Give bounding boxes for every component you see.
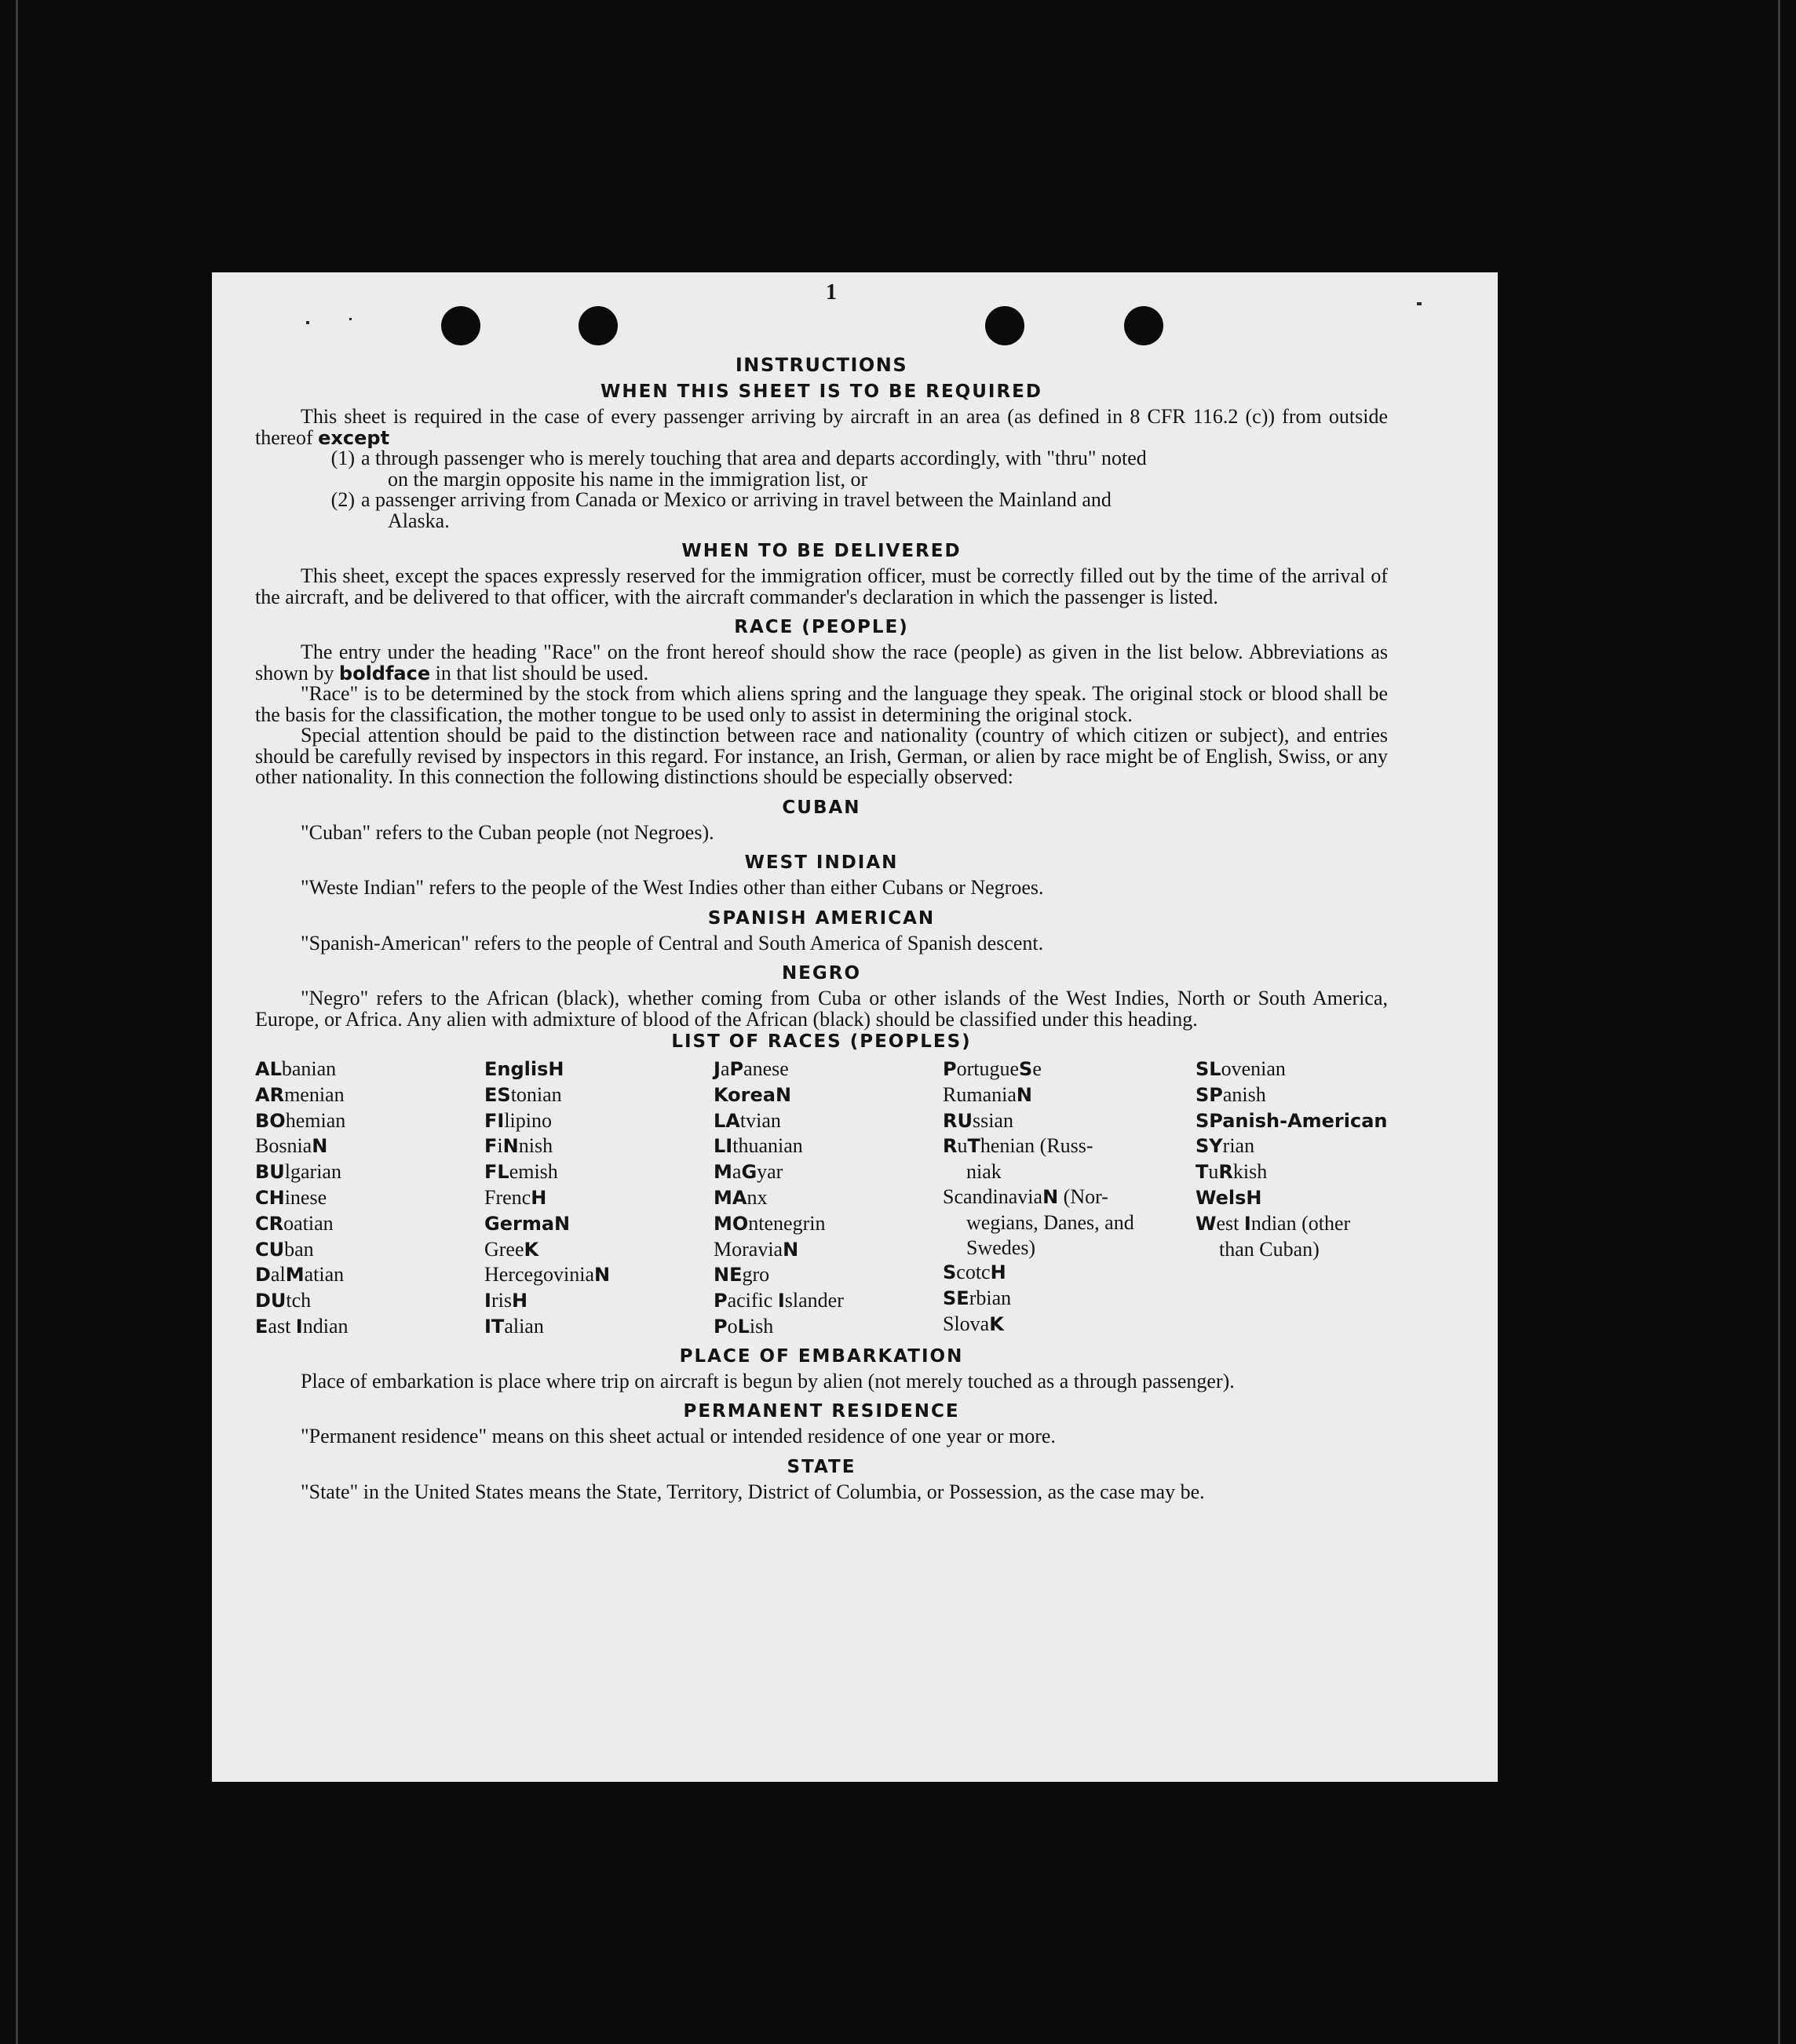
race-abbrev-bold: H (548, 1058, 564, 1080)
race-name-part: e (1032, 1057, 1042, 1080)
cuban-text: "Cuban" refers to the Cuban people (not Negroes). (301, 820, 714, 844)
race-abbrev-bold: D (255, 1264, 271, 1287)
punch-hole (1124, 306, 1163, 345)
race-abbrev-bold: H (1246, 1186, 1262, 1209)
race-entry (1196, 1057, 1388, 1082)
race-entry (943, 1057, 1196, 1082)
race-abbrev-bold: S (1019, 1058, 1033, 1080)
race-entry-text (255, 1212, 334, 1235)
race-entry (714, 1057, 943, 1082)
race-entry (484, 1211, 714, 1237)
item-text-line: a passenger arriving from Canada or Mexico or arriving in travel between the Mainland and (361, 488, 1112, 511)
race-entry (255, 1185, 484, 1211)
race-p1-bold: boldface (338, 662, 431, 684)
race-abbrev-bold: anish-American (1222, 1109, 1388, 1132)
west-indian-text: "Weste Indian" refers to the people of the West Indies other than either Cubans or Negroes. (301, 876, 1044, 899)
race-name-part: anese (743, 1057, 789, 1080)
race-entry-text (1196, 1212, 1350, 1235)
race-name-part: rian (1222, 1134, 1255, 1158)
race-entry (1196, 1211, 1388, 1262)
race-entry-text (484, 1186, 546, 1209)
race-name-part: a (720, 1057, 730, 1080)
race-abbrev-bold: I (777, 1290, 785, 1312)
race-entry (714, 1314, 943, 1340)
race-abbrev-bold: SP (1196, 1083, 1223, 1106)
race-entry-text (943, 1083, 1032, 1106)
heading-when-required: WHEN THIS SHEET IS TO BE REQUIRED (600, 381, 1042, 402)
race-name-part: ssian (972, 1108, 1013, 1132)
race-column (1196, 1057, 1388, 1340)
race-entry-text (255, 1238, 314, 1261)
item-text (361, 448, 1388, 490)
race-name-part: ast (268, 1314, 296, 1338)
race-entry (255, 1057, 484, 1082)
race-name-part: Frenc (484, 1185, 531, 1209)
race-abbrev-bold: H (990, 1261, 1006, 1284)
heading-cuban: CUBAN (782, 797, 861, 818)
race-abbrev-bold: S (943, 1261, 957, 1284)
heading-embarkation: PLACE OF EMBARKATION (679, 1345, 964, 1367)
race-entry (943, 1184, 1196, 1260)
race-name-part: emish (509, 1160, 558, 1184)
race-abbrev-bold: P (729, 1058, 744, 1080)
page-title: INSTRUCTIONS (735, 354, 908, 376)
race-entry (943, 1133, 1196, 1184)
race-name-part: ish (749, 1314, 774, 1338)
when-required-intro (255, 407, 1388, 448)
race-entry-text (255, 1083, 345, 1106)
race-name-part: ndian (other (1250, 1211, 1351, 1235)
intro-text: This sheet is required in the case of every passenger arriving by aircraft in an area (as defined in 8 CFR 116.2 (c)) from outside thereof (255, 405, 1388, 449)
race-entry (714, 1159, 943, 1185)
item-text-cont: Alaska. (388, 509, 450, 532)
punch-hole (441, 306, 480, 345)
item-number: (2) (330, 488, 355, 511)
race-entry (484, 1108, 714, 1134)
race-entry-text (255, 1134, 327, 1157)
race-abbrev-bold: P (943, 1058, 957, 1080)
race-abbrev-bold: N (1042, 1185, 1059, 1208)
item-text (361, 490, 1388, 531)
race-entry (714, 1288, 943, 1314)
race-entry-text (484, 1289, 527, 1312)
race-name-part: tvian (739, 1108, 781, 1132)
race-entry-text (1196, 1186, 1262, 1209)
race-name-part: o (727, 1314, 738, 1338)
race-entry-text (714, 1315, 773, 1338)
race-name-part: ntenegrin (748, 1211, 826, 1235)
race-entry-text (484, 1160, 558, 1183)
exception-item-2 (255, 490, 1388, 531)
heading-when-delivered: WHEN TO BE DELIVERED (681, 541, 962, 561)
race-entry (484, 1288, 714, 1314)
heading-west-indian: WEST INDIAN (744, 852, 899, 873)
race-entry (1196, 1185, 1388, 1211)
race-entry-text (484, 1263, 610, 1286)
race-abbrev-bold: CH (255, 1186, 285, 1209)
race-abbrev-bold: L (737, 1315, 750, 1338)
race-entry-text (714, 1238, 798, 1261)
race-entry-text (484, 1212, 570, 1235)
race-entry-text (714, 1109, 781, 1132)
race-name-part: (Nor- (1058, 1184, 1108, 1208)
state-text: "State" in the United States means the State, Territory, District of Columbia, or Possession, as the case may be. (301, 1480, 1205, 1503)
race-name-part: Slova (943, 1312, 990, 1335)
race-entry (255, 1108, 484, 1134)
race-abbrev-bold: H (531, 1186, 547, 1209)
race-paragraph-1 (255, 642, 1388, 684)
race-name-part: henian (Russ- (980, 1134, 1093, 1158)
race-entry (484, 1262, 714, 1288)
race-abbrev-bold: K (524, 1238, 539, 1261)
race-entry-text (714, 1134, 803, 1157)
race-name-part: menian (284, 1082, 345, 1106)
race-name-part: ris (491, 1289, 512, 1312)
race-entry (255, 1211, 484, 1237)
race-paragraph-3: Special attention should be paid to the distinction between race and nationality (country of which citizen or subject), and entries should be carefully revised by inspectors in this regard. For instance, an Irish, German, or alien by race might be of English, Swiss, or any other nationality. In this connection the following distinctions should be especially observed: (255, 724, 1388, 788)
race-entry-text (943, 1057, 1042, 1080)
race-abbrev-bold: Wels (1196, 1186, 1247, 1209)
race-entry-text (255, 1289, 311, 1312)
race-p1-start: The entry under the heading "Race" on the front hereof should show the race (people) as given in the list below. Abbreviations as shown by (255, 641, 1388, 684)
heading-permanent-residence: PERMANENT RESIDENCE (683, 1401, 960, 1422)
race-name-part: yar (757, 1160, 783, 1184)
race-name-part: est (1216, 1211, 1244, 1235)
race-column (714, 1057, 943, 1340)
race-abbrev-bold: R (943, 1135, 958, 1158)
race-abbrev-bold: BO (255, 1109, 286, 1132)
race-entry-text (484, 1109, 552, 1132)
race-name-part: acific (727, 1289, 778, 1312)
race-entry-cont: than Cuban) (1219, 1237, 1320, 1261)
race-abbrev-bold: M (285, 1264, 305, 1287)
race-abbrev-bold: CR (255, 1212, 284, 1235)
race-abbrev-bold: CU (255, 1238, 285, 1261)
race-abbrev-bold: N (775, 1083, 792, 1106)
race-name-part: oatian (283, 1211, 334, 1235)
race-entry-text (714, 1263, 769, 1286)
race-name-part: ndian (302, 1314, 349, 1338)
race-abbrev-bold: T (1196, 1161, 1209, 1184)
frame-edge-left (16, 0, 18, 2044)
race-entry-text (714, 1057, 789, 1080)
race-abbrev-bold: LI (714, 1135, 733, 1158)
race-entry (1196, 1159, 1388, 1185)
race-abbrev-bold: P (714, 1290, 728, 1312)
race-entry-text (943, 1134, 1093, 1157)
race-name-part: nish (518, 1134, 553, 1158)
race-name-part: Hercegovinia (484, 1263, 595, 1287)
race-entry (714, 1211, 943, 1237)
race-entry (714, 1082, 943, 1108)
race-name-part: anish (1222, 1082, 1266, 1106)
race-entry (484, 1082, 714, 1108)
sheet-content (255, 353, 1388, 1502)
race-name-part: atian (304, 1263, 345, 1287)
race-name-part: Moravia (714, 1237, 783, 1261)
race-entry-cont: niak (966, 1160, 1002, 1184)
race-entry (484, 1159, 714, 1185)
race-entry (943, 1312, 1196, 1338)
race-abbrev-bold: DU (255, 1290, 287, 1312)
race-name-part: tonian (510, 1082, 562, 1106)
race-entry-text (1196, 1083, 1266, 1106)
race-name-part: lgarian (284, 1160, 341, 1184)
race-abbrev-bold: M (714, 1161, 732, 1184)
race-entry-text (943, 1185, 1108, 1208)
race-abbrev-bold: N (554, 1212, 571, 1235)
race-abbrev-bold: H (511, 1290, 528, 1312)
heading-spanish-american: SPANISH AMERICAN (707, 907, 936, 929)
race-abbrev-bold: N (1016, 1083, 1032, 1106)
race-entry-text (255, 1109, 345, 1132)
item-text-cont: on the margin opposite his name in the immigration list, or (388, 467, 868, 491)
race-name-part: Scandinavia (943, 1184, 1043, 1208)
race-name-part: u (957, 1134, 968, 1158)
race-abbrev-bold: N (312, 1135, 328, 1158)
race-list (255, 1057, 1388, 1340)
negro-text: "Negro" refers to the African (black), whether coming from Cuba or other islands of the West Indies, North or South America, Europe, or Africa. Any alien with admixture of blood of the African (black) should be classified under this heading. (255, 987, 1388, 1031)
race-entry-text (255, 1160, 341, 1183)
heading-negro: NEGRO (781, 963, 862, 984)
race-name-part: kish (1232, 1160, 1268, 1184)
race-entry (943, 1082, 1196, 1108)
race-entry-text (714, 1186, 767, 1209)
race-entry-cont: wegians, Danes, and Swedes) (966, 1210, 1134, 1259)
race-abbrev-bold: N (783, 1238, 799, 1261)
race-entry-text (714, 1212, 825, 1235)
race-entry-text (484, 1057, 564, 1080)
spanish-american-text: "Spanish-American" refers to the people of Central and South America of Spanish descent. (301, 931, 1044, 954)
race-name-part: lipino (504, 1108, 552, 1132)
page-number: 1 (826, 280, 837, 305)
race-name-part: tch (286, 1289, 312, 1312)
race-entry (255, 1262, 484, 1288)
race-name-part: hemian (285, 1108, 346, 1132)
race-abbrev-bold: J (714, 1058, 721, 1080)
race-abbrev-bold: N (502, 1135, 519, 1158)
item-text-line: a through passenger who is merely touching that area and departs accordingly, with "thru" noted (361, 447, 1147, 469)
race-entry (714, 1133, 943, 1159)
race-entry-text (943, 1312, 1004, 1335)
race-entry-text (255, 1263, 344, 1286)
instruction-sheet (212, 272, 1498, 1782)
punch-hole (579, 306, 618, 345)
race-entry-text (943, 1287, 1011, 1309)
race-abbrev-bold: F (484, 1135, 498, 1158)
race-entry-text (255, 1315, 349, 1338)
race-entry-text (484, 1134, 553, 1157)
race-abbrev-bold: Germa (484, 1212, 555, 1235)
race-entry (255, 1082, 484, 1108)
race-entry-text (484, 1315, 544, 1338)
race-entry (255, 1288, 484, 1314)
race-name-part: Bosnia (255, 1134, 312, 1158)
race-abbrev-bold: IT (484, 1315, 505, 1338)
speck (349, 318, 352, 320)
race-abbrev-bold: K (989, 1312, 1004, 1335)
residence-text: "Permanent residence" means on this sheet actual or intended residence of one year or more. (301, 1425, 1056, 1448)
race-entry (255, 1237, 484, 1263)
race-name-part: slander (784, 1289, 844, 1312)
race-entry (484, 1237, 714, 1263)
race-abbrev-bold: NE (714, 1264, 743, 1287)
race-entry-text (1196, 1134, 1254, 1157)
race-name-part: nx (747, 1185, 768, 1209)
race-name-part: rbian (969, 1287, 1012, 1310)
exception-item-1 (255, 448, 1388, 490)
heading-race: RACE (PEOPLE) (734, 617, 909, 637)
heading-list-of-races: LIST OF RACES (PEOPLES) (671, 1031, 972, 1052)
race-name-part: inese (284, 1185, 327, 1209)
race-abbrev-bold: FL (484, 1161, 509, 1184)
race-abbrev-bold: I (295, 1315, 303, 1338)
race-entry-text (714, 1160, 783, 1183)
race-entry-text (255, 1186, 327, 1209)
race-entry (255, 1159, 484, 1185)
race-entry (484, 1057, 714, 1082)
intro-bold: except (318, 426, 390, 449)
race-abbrev-bold: ES (484, 1083, 511, 1106)
punch-hole (985, 306, 1024, 345)
race-entry (484, 1185, 714, 1211)
race-entry (714, 1108, 943, 1134)
race-abbrev-bold: FI (484, 1109, 505, 1132)
race-abbrev-bold: I (1243, 1212, 1251, 1235)
race-abbrev-bold: AL (255, 1058, 282, 1080)
race-name-part: ovenian (1221, 1057, 1286, 1080)
race-entry-text (714, 1083, 791, 1106)
race-entry-text (1196, 1109, 1388, 1132)
race-name-part: al (270, 1263, 286, 1287)
race-entry (943, 1286, 1196, 1312)
race-abbrev-bold: SE (943, 1287, 969, 1310)
heading-state: STATE (787, 1456, 856, 1477)
when-delivered-text: This sheet, except the spaces expressly reserved for the immigration officer, must be correctly filled out by the time of the arrival of the aircraft, and be delivered to that officer, with the aircraft commander's declaration in which the passenger is listed. (255, 564, 1388, 608)
race-name-part: thuanian (732, 1134, 803, 1158)
race-entry-text (943, 1109, 1013, 1132)
race-entry-text (255, 1057, 336, 1080)
race-name-part: ban (284, 1237, 314, 1261)
race-name-part: Rumania (943, 1082, 1017, 1106)
race-entry (714, 1237, 943, 1263)
race-paragraph-2: "Race" is to be determined by the stock from which aliens spring and the language they speak. The original stock or blood shall be the basis for the classification, the mother tongue to be used only to assist in determining the original stock. (255, 682, 1388, 726)
race-entry (943, 1260, 1196, 1286)
race-name-part: gro (742, 1263, 770, 1287)
race-name-part: u (1208, 1160, 1219, 1184)
race-entry-text (484, 1238, 538, 1261)
race-entry (714, 1262, 943, 1288)
race-abbrev-bold: N (594, 1264, 611, 1287)
race-abbrev-bold: G (741, 1161, 757, 1184)
race-name-part: cotc (956, 1261, 991, 1284)
race-abbrev-bold: R (1218, 1161, 1233, 1184)
race-abbrev-bold: RU (943, 1109, 973, 1132)
race-name-part: i (497, 1134, 503, 1158)
race-entry (1196, 1108, 1388, 1134)
race-entry (943, 1108, 1196, 1134)
race-abbrev-bold: Englis (484, 1058, 549, 1080)
race-abbrev-bold: Korea (714, 1083, 776, 1106)
race-name-part: ortugue (956, 1057, 1020, 1080)
frame-edge-right (1778, 0, 1780, 2044)
speck (306, 321, 309, 324)
race-column (484, 1057, 714, 1340)
race-abbrev-bold: MA (714, 1186, 747, 1209)
race-entry (714, 1185, 943, 1211)
race-entry (1196, 1133, 1388, 1159)
race-abbrev-bold: I (484, 1290, 491, 1312)
race-entry-text (943, 1261, 1006, 1283)
race-abbrev-bold: E (255, 1315, 268, 1338)
race-abbrev-bold: AR (255, 1083, 285, 1106)
race-entry (1196, 1082, 1388, 1108)
race-abbrev-bold: LA (714, 1109, 740, 1132)
race-entry-text (1196, 1160, 1267, 1183)
race-name-part: banian (281, 1057, 337, 1080)
race-column (255, 1057, 484, 1340)
race-abbrev-bold: BU (255, 1161, 285, 1184)
race-entry (484, 1133, 714, 1159)
race-name-part: alian (504, 1314, 544, 1338)
race-entry (255, 1133, 484, 1159)
race-entry-text (1196, 1057, 1286, 1080)
race-abbrev-bold: SP (1196, 1109, 1223, 1132)
race-abbrev-bold: T (967, 1135, 980, 1158)
race-entry-text (714, 1289, 844, 1312)
race-entry-text (484, 1083, 562, 1106)
race-p1-end: in that list should be used. (435, 661, 649, 684)
race-entry (255, 1314, 484, 1340)
race-name-part: a (732, 1160, 742, 1184)
race-name-part: Gree (484, 1237, 524, 1261)
item-number: (1) (330, 447, 355, 469)
race-abbrev-bold: W (1196, 1212, 1217, 1235)
race-abbrev-bold: SL (1196, 1058, 1221, 1080)
race-abbrev-bold: P (714, 1315, 728, 1338)
race-column (943, 1057, 1196, 1340)
speck (1417, 302, 1422, 305)
race-abbrev-bold: MO (714, 1212, 749, 1235)
race-abbrev-bold: SY (1196, 1135, 1223, 1158)
race-entry (484, 1314, 714, 1340)
embarkation-text: Place of embarkation is place where trip on aircraft is begun by alien (not merely touched as a through passenger). (301, 1369, 1235, 1392)
